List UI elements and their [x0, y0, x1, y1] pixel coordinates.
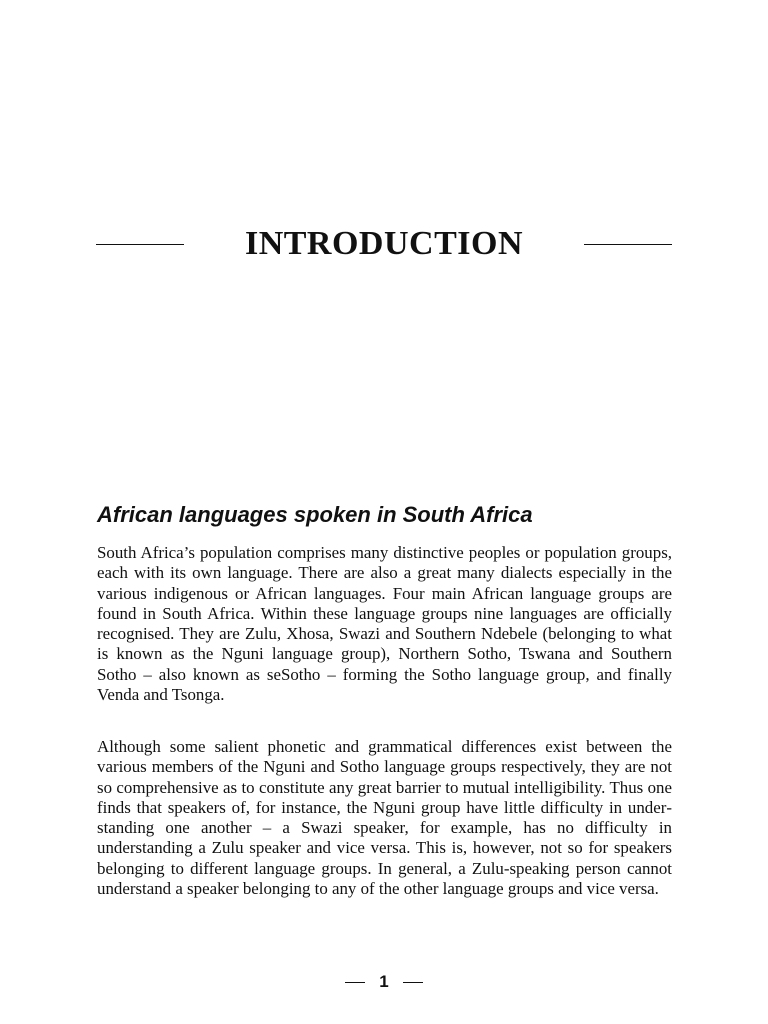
body-paragraph: Although some salient phonetic and grammatical differences exist between the various members of the Nguni and Sotho language groups respectively, they are not so comprehensive as to constitute any great barrier to mutual intelligibility. Thus one finds that speakers of, for instance, the Nguni group have little difficulty in understanding one another – a Swazi speaker, for example, has no difficulty in understanding a Zulu speaker and vice versa. This is, however, not so for speakers belonging to different language groups. In general, a Zulu-speaking person cannot understand a speaker belonging to any of the other language groups and vice versa.: [97, 737, 672, 899]
folio-dash-right: [403, 982, 423, 983]
page-footer: [0, 972, 768, 992]
folio-dash-left: [345, 982, 365, 983]
body-paragraph: South Africa’s population comprises many distinctive peoples or population groups, each with its own language. There are also a great many dialects especially in the various indigenous or African languages. Four main African language groups are found in South Africa. Within these language groups nine languages are officially recognised. They are Zulu, Xhosa, Swazi and Southern Ndebele (belonging to what is known as the Nguni language group), Northern Sotho, Tswana and Southern Sotho – also known as seSotho – forming the Sotho language group, and finally Venda and Tsonga.: [97, 543, 672, 705]
page-number: 1: [379, 972, 389, 991]
chapter-title: INTRODUCTION: [244, 225, 524, 262]
heading-rule-left: [96, 244, 184, 245]
section-heading: African languages spoken in South Africa: [97, 502, 533, 527]
heading-rule-right: [584, 244, 672, 245]
chapter-heading: [96, 222, 672, 266]
